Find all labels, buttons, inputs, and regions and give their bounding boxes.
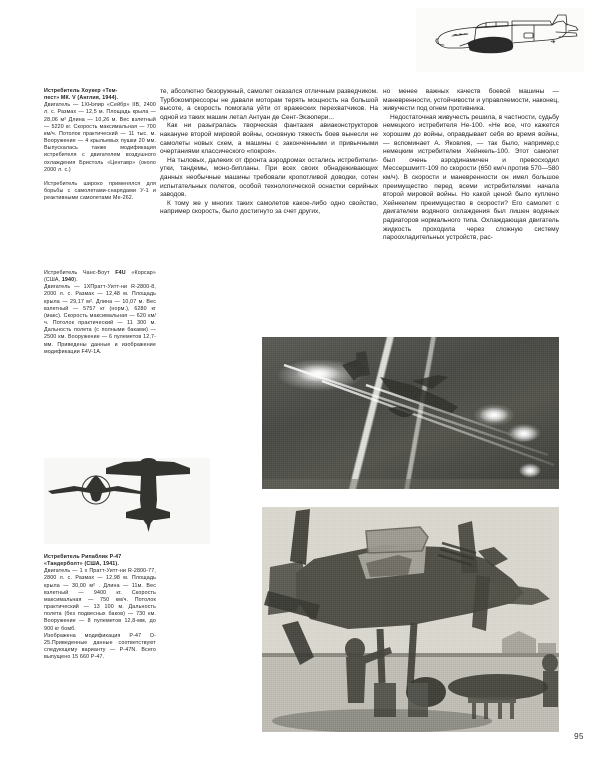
fighter-profile-figure	[416, 8, 584, 72]
entry-note: Изображена модификация Р-47 D-25.Приведенные данные соответствуют следующему варианту — Р-47N. Всего выпущено 15 660 Р-47.	[44, 632, 156, 661]
paragraph: На тыловых, далеких от фронта аэродромах остались истребители-утки, тандемы, моно-бипланы. При всех своих обнадеживающих данных необычные машины требовали кропотливой доводки, сотен испытательных полетов, особой технологической оснастки серийных заводов.	[160, 156, 378, 199]
page-number: 95	[574, 732, 584, 741]
entry-body: Двигатель — 1ХНэпир «Сейбр» IIB, 2400 л. с. Размах — 12,5 м. Площадь крыла — 28,06 м² Длина — 10,26 м. Вес взлетный — 5220 кг. Скорость максимальная — 700 км/ч. Потолок практический — 11 тыс. м. Вооружение — 4 крыльевых пушки 20 мм. Выпускалась также модификация истребителя с двигателем воздушного охлаждения Бристоль «Центавр» (около 2000 л. с.)	[44, 102, 156, 173]
aerial-combat-photograph	[262, 337, 559, 489]
paragraph: К тому же у многих таких самолетов какое-либо одно свойство, например скорость, было достигнуто за счет других,	[160, 199, 378, 216]
entry-body: Двигатель — 1 х Пратт-Уитт-ни R-2800-77, 2800 л. с. Размах — 12,98 м. Площадь крыла — 30,00 м² . Длина — 11м. Вес взлетный — 9400 кг. Скорость максимальная — 750 км/ч. Потолок практический — 13 100 м. Дальность полета (без подвесных баков) — 730 км. Вооружение — 8 пулеметов 12,8-мм, до 900 кг бомб.	[44, 568, 156, 632]
entry-title-line2: «Тандерболт» (США, 1941).	[44, 561, 119, 568]
paragraph: те, абсолютно безоружный, самолет оказался отличным разведчиком. Турбокомпрессоры не давали моторам терять мощность на большой высоте, а скорость помогала уйти от вражеских перехватчиков. На одной из таких машин летал Антуан де Сент-Экзюпери...	[160, 88, 378, 121]
sidebar-entry-republic-p47	[44, 554, 156, 661]
corsair-silhouette-figure	[44, 458, 210, 544]
entry-title: Истребитель Хоукер «Тем-	[44, 88, 118, 94]
article-column-3	[383, 88, 559, 243]
combat-aircraft-shapes	[262, 337, 559, 489]
paragraph: Недостаточная живучесть решила, в частности, судьбу немецкого истребителя Не-100. «Не все, что кажется хорошим до войны, оправдывает себя во время войны, — вспоминает А. Яковлев, — так было, например,с немецким истребителем Хейнкель-100. Этот самолет был очень аэродинамичен и превосходил Мессершмитт-109 по скорости (650 км/ч против 570—580 км/ч). В скорости и маневренности он имел большое преимущество перед всеми истребителями начала второй мировой войны. Но какой ценой было куплено Хейнкелем преимущество в скорости? Его самолет с двигателем водяного охлаждения был лишен водяных радиаторов нормального типа. Охлаждающая двигатель жидкость проходила через сложную систему пароохладительных устройств, рас-	[383, 113, 559, 242]
parked-aircraft-shapes	[262, 507, 559, 732]
article-column-2	[160, 88, 378, 217]
sidebar-entry-hawker-tempest	[44, 88, 156, 203]
entry-title: Истребитель Рипаблик Р-47	[44, 554, 122, 560]
entry-title-line2: пест» МК. V (Англия, 1944).	[44, 95, 119, 102]
aircraft-ground-crew-photograph	[262, 507, 559, 732]
entry-note: Истребитель широко применялся для борьбы с самолетами-снарядами У-1 и реактивными самолетами Ме-262.	[44, 181, 156, 202]
paragraph: но менее важных качеств боевой машины — маневренности, устойчивости и управляемости, наконец, живучести под огнем противника.	[383, 88, 559, 113]
paragraph: Как ни разыгралась творческая фантазия авиаконструкторов накануне второй мировой войны, основную тяжесть боев вынесли не самолеты новых схем, а машины с законченными и привычными очертаниями классического «покроя».	[160, 122, 378, 156]
fighter-side-profile-icon	[416, 8, 584, 72]
entry-title: Истребитель Чанс-Воут F4U «Корсар» (США, 1940).	[44, 270, 156, 284]
sidebar-entry-chance-vought-f4u	[44, 270, 156, 356]
entry-body: Двигатель — 1ХПратт-Уитт-ни R-2800-8, 2000 л. с. Размах — 12,48 м. Площадь крыла — 29,17 м². Длина — 10,07 м. Вес взлетный — 5757 кг (норм.), 6280 кг (макс). Скорость максимальная — 620 км/ч. Потолок практический — 11 300 м. Дальность полета (с полными баками) — 2500 км. Вооружение — 6 пулеметов 12,7-мм. Приведены данные и изображение модификации F4V-1A.	[44, 284, 156, 355]
corsair-planform-icon	[44, 458, 210, 544]
